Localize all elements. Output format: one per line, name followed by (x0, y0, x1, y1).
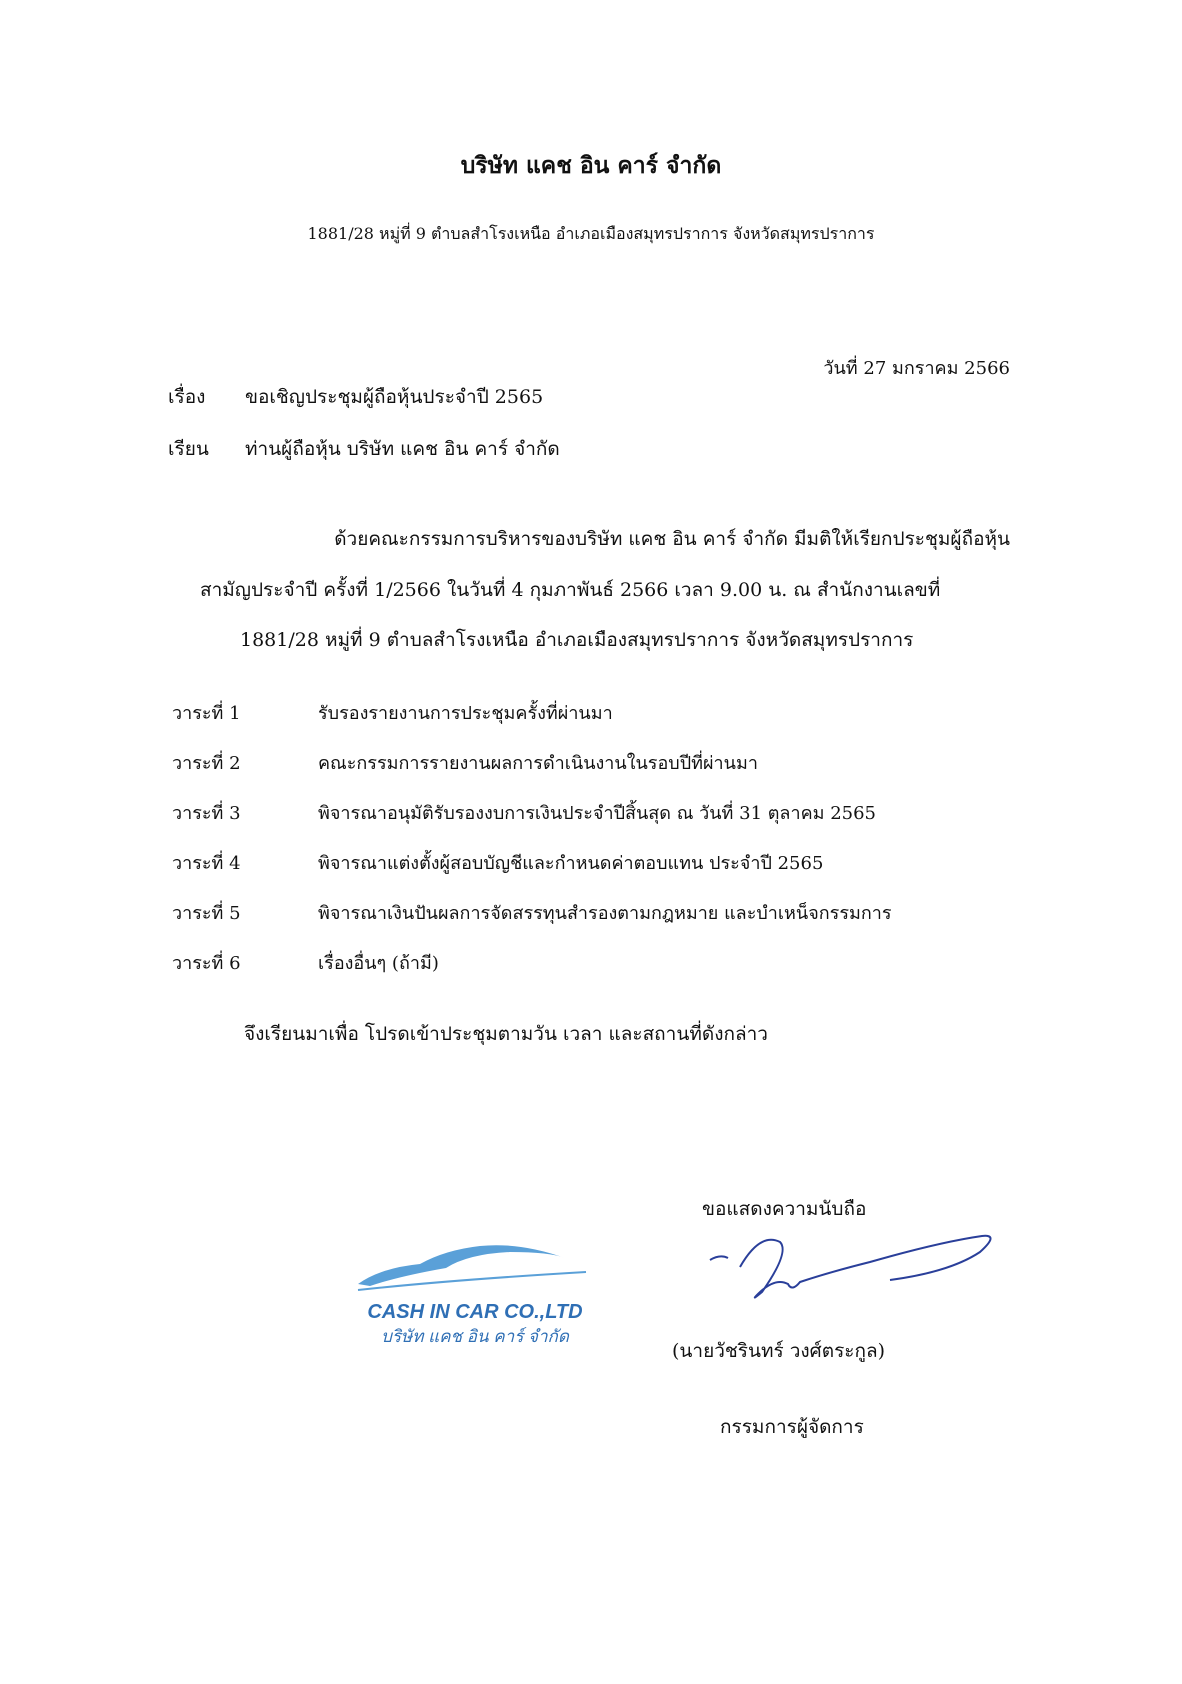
agenda-text: รับรองรายงานการประชุมครั้งที่ผ่านมา (318, 703, 613, 724)
signer-name: (นายวัชรินทร์ วงศ์ตระกูล) (672, 1340, 886, 1362)
signature-stroke (740, 1236, 991, 1298)
letter-date: วันที่ 27 มกราคม 2566 (823, 358, 1010, 379)
agenda-label: วาระที่ 3 (172, 803, 241, 824)
signature-stroke (710, 1256, 728, 1260)
agenda-text: เรื่องอื่นๆ (ถ้ามี) (318, 953, 439, 974)
logo-thai-text: บริษัท แคช อิน คาร์ จำกัด (381, 1327, 569, 1346)
subject-label: เรื่อง (168, 386, 206, 408)
subject-text: ขอเชิญประชุมผู้ถือหุ้นประจำปี 2565 (245, 386, 544, 408)
agenda-text: คณะกรรมการรายงานผลการดำเนินงานในรอบปีที่ผ่านมา (318, 753, 758, 774)
agenda-label: วาระที่ 4 (172, 853, 241, 874)
recipient-text: ท่านผู้ถือหุ้น บริษัท แคช อิน คาร์ จำกัด (245, 438, 560, 460)
regards-text: ขอแสดงความนับถือ (702, 1198, 867, 1220)
agenda-label: วาระที่ 6 (172, 953, 241, 974)
recipient-label: เรียน (168, 438, 209, 460)
agenda-label: วาระที่ 1 (172, 703, 241, 724)
signer-title: กรรมการผู้จัดการ (720, 1416, 864, 1438)
closing-line: จึงเรียนมาเพื่อ โปรดเข้าประชุมตามวัน เวลา และสถานที่ดังกล่าว (244, 1023, 768, 1045)
body-line: ด้วยคณะกรรมการบริหารของบริษัท แคช อิน คาร์ จำกัด มีมติให้เรียกประชุมผู้ถือหุ้น (334, 528, 1010, 550)
company-logo (350, 1238, 600, 1358)
company-address: 1881/28 หมู่ที่ 9 ตำบลสำโรงเหนือ อำเภอเมืองสมุทรปราการ จังหวัดสมุทรปราการ (307, 224, 875, 243)
company-name: บริษัท แคช อิน คาร์ จำกัด (460, 152, 722, 179)
agenda-label: วาระที่ 2 (172, 753, 241, 774)
agenda-label: วาระที่ 5 (172, 903, 241, 924)
agenda-text: พิจารณาเงินปันผลการจัดสรรทุนสำรองตามกฎหมาย และบำเหน็จกรรมการ (318, 903, 892, 924)
logo-english-text: CASH IN CAR CO.,LTD (367, 1301, 583, 1323)
agenda-text: พิจารณาอนุมัติรับรองงบการเงินประจำปีสิ้นสุด ณ วันที่ 31 ตุลาคม 2565 (318, 803, 876, 824)
body-line: สามัญประจำปี ครั้งที่ 1/2566 ในวันที่ 4 กุมภาพันธ์ 2566 เวลา 9.00 น. ณ สำนักงานเลขที่ (200, 579, 941, 601)
agenda-text: พิจารณาแต่งตั้งผู้สอบบัญชีและกำหนดค่าตอบแทน ประจำปี 2565 (318, 853, 824, 874)
signature-image (700, 1222, 1000, 1312)
body-line: 1881/28 หมู่ที่ 9 ตำบลสำโรงเหนือ อำเภอเมืองสมุทรปราการ จังหวัดสมุทรปราการ (240, 629, 914, 651)
